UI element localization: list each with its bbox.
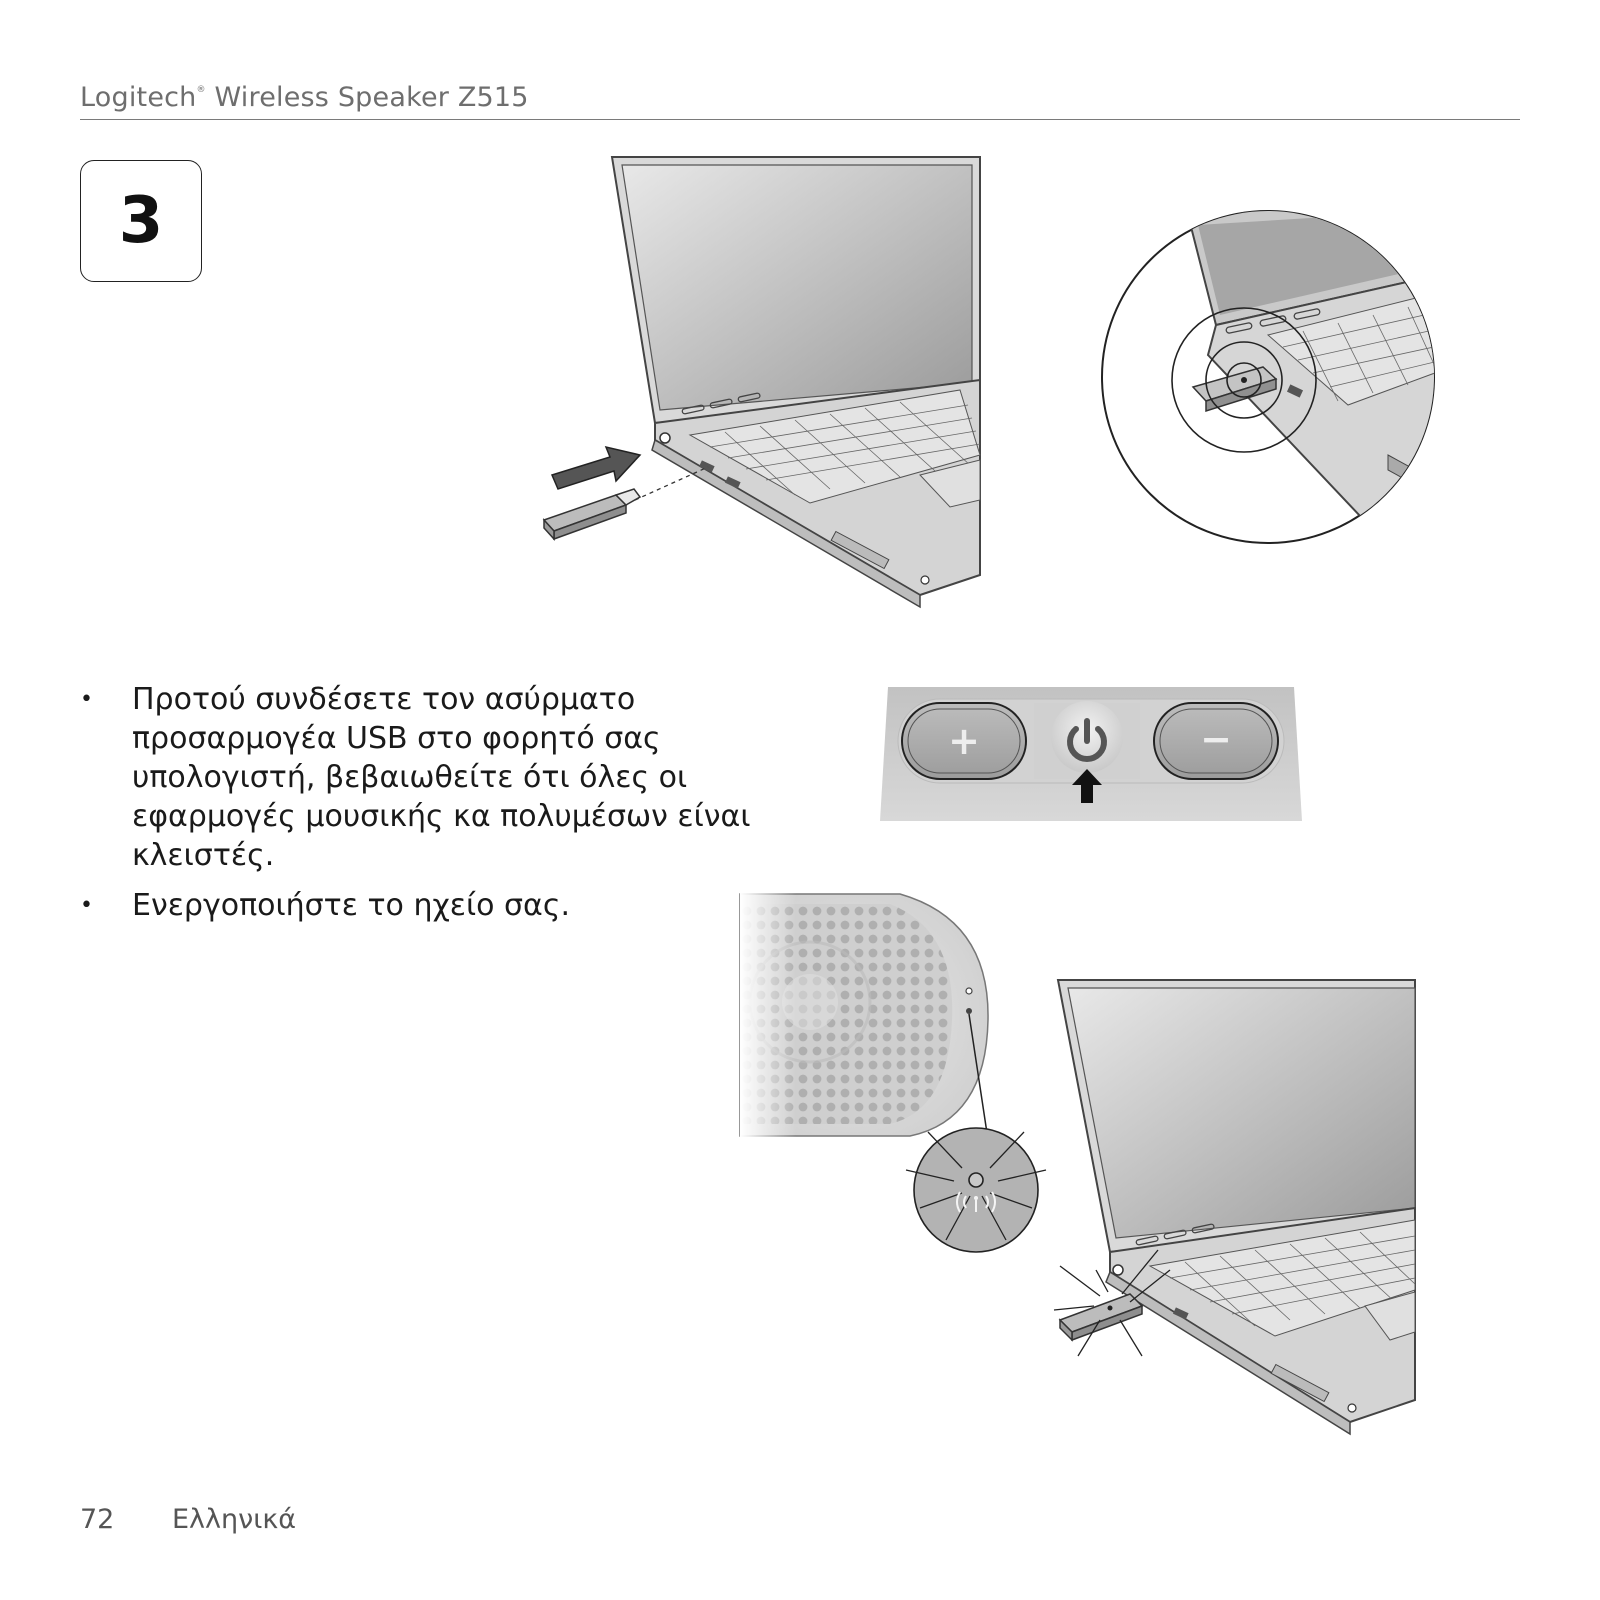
- bullet-marker: •: [80, 893, 93, 918]
- document-header: [80, 82, 529, 113]
- laptop-usb-insert-illustration: [540, 155, 990, 615]
- instruction-item: [80, 886, 840, 925]
- speaker-control-panel-illustration: [878, 685, 1304, 825]
- plus-label: +: [948, 719, 980, 763]
- step-number-box: [80, 160, 202, 282]
- instruction-text: Προτού συνδέσετε τον ασύρματο προσαρμογέα USB στο φορητό σας υπολογιστή, βεβαιωθείτε ότι όλες οι εφαρμογές μουσικής κα πολυμέσων είναι κλειστές.: [132, 682, 751, 873]
- step-number: 3: [118, 184, 164, 258]
- instruction-list: [80, 680, 840, 936]
- trademark-symbol: ®: [196, 85, 206, 95]
- instruction-text: Ενεργοποιήστε το ηχείο σας.: [132, 888, 570, 923]
- product-name: Wireless Speaker Z515: [214, 82, 529, 113]
- speaker-indicator-illustration: [740, 890, 1060, 1280]
- volume-up-button[interactable]: [902, 703, 1026, 779]
- laptop-receiver-blink-illustration: [1060, 980, 1430, 1450]
- brand-name: Logitech: [80, 82, 197, 113]
- header-rule: [80, 119, 1520, 120]
- bullet-marker: •: [80, 687, 93, 712]
- volume-down-button[interactable]: [1154, 703, 1278, 779]
- receiver-zoom-illustration: [1098, 155, 1438, 555]
- page-number: 72: [80, 1504, 115, 1535]
- page-language: Ελληνικά: [172, 1504, 297, 1535]
- minus-label: −: [1200, 717, 1232, 761]
- instruction-item: [80, 680, 840, 875]
